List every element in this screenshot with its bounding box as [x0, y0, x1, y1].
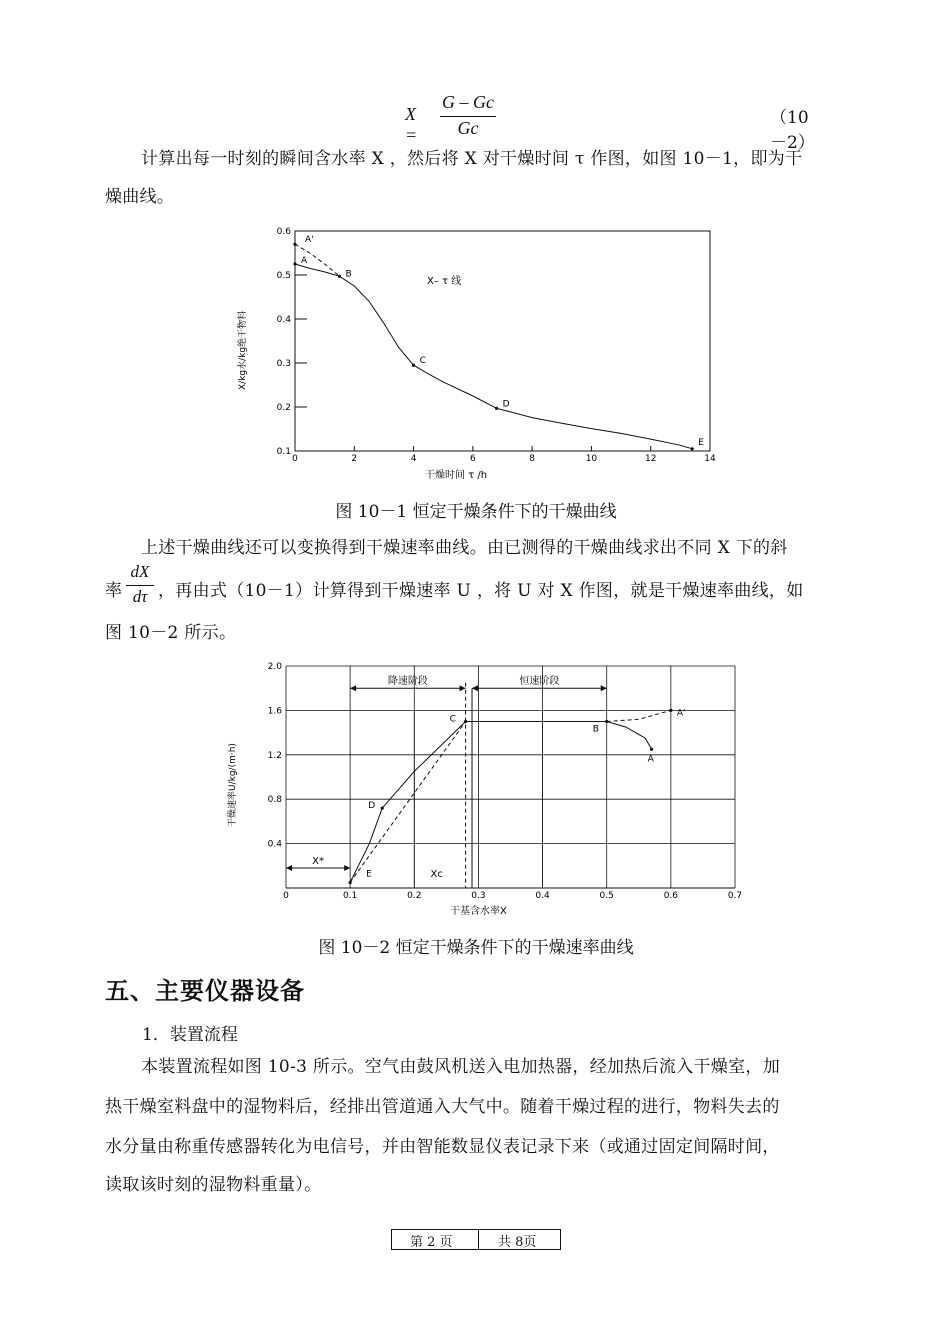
figure-1-point: [691, 447, 694, 450]
figure-1-point-label: A': [305, 235, 314, 246]
figure-2-series-initial-solid: [607, 722, 652, 750]
figure-2-x-tick-label: 0.6: [663, 891, 679, 901]
figure-2-point: [650, 748, 653, 751]
figure-1-y-tick-label: 0.1: [276, 447, 291, 457]
footer-divider: [478, 1230, 479, 1249]
figure-2-x-tick-label: 0.2: [407, 891, 422, 901]
figure-1-x-tick-label: 12: [644, 454, 657, 464]
figure-2-x-tick-label: 0.5: [599, 891, 614, 901]
figure-1-point: [293, 262, 296, 265]
figure-1-y-tick-label: 0.3: [276, 359, 291, 369]
figure-1-x-label: 干燥时间 τ /h: [425, 470, 488, 481]
figure-1-y-tick-label: 0.5: [276, 271, 291, 281]
equation-number: （10－2）: [770, 108, 815, 153]
figure-1-point-label: A: [301, 256, 308, 266]
figure-1-y-tick-label: 0.2: [276, 403, 291, 413]
figure-1-point-label: C: [419, 356, 426, 367]
figure-1-y-tick-label: 0.4: [276, 315, 291, 325]
figure-2-point-label: A: [647, 754, 654, 765]
figure-1-point-label: B: [345, 269, 352, 280]
figure-1-y-label: X/kg水/kg绝干物料: [238, 310, 248, 390]
figure-2-y-tick-label: 1.6: [267, 706, 282, 717]
figure-2-point: [605, 720, 608, 723]
figure-2-x-tick-label: 0: [283, 891, 289, 901]
figure-drying-rate-curve: [220, 655, 750, 925]
figure-2-constant-stage-label: 恒速阶段: [519, 676, 560, 688]
figure-1-x-tick-label: 10: [585, 454, 598, 464]
figure-1-point-label: E: [698, 437, 704, 448]
figure-2-xstar-head-right: [344, 865, 350, 871]
paragraph-2-line-1: 上述干燥曲线还可以变换得到干燥速率曲线。由已测得的干燥曲线求出不同 X 下的斜: [141, 538, 788, 558]
figure-1-frame: [295, 231, 710, 451]
paragraph-1-line-1: 计算出每一时刻的瞬间含水率 X ，然后将 X 对干燥时间 τ 作图，如图 10－1，即为干: [141, 149, 803, 169]
figure-2-falling-stage-head-left: [350, 685, 356, 691]
figure-1-point-label: D: [502, 399, 510, 410]
figure-1-x-tick-label: 8: [529, 454, 536, 464]
figure-2-point-label: A': [676, 708, 686, 719]
figure-2-constant-stage-head-right: [601, 685, 607, 691]
figure-2-point: [349, 881, 352, 884]
figure-1-curve-label: X– τ 线: [427, 276, 462, 287]
figure-2-series-initial-dashed: [607, 710, 671, 721]
derivative-fraction-bar: [126, 585, 154, 586]
equation-numerator: G – Gc: [442, 92, 494, 112]
figure-2-plot: [226, 662, 742, 917]
figure-1-point: [338, 275, 341, 278]
paragraph-1: [105, 144, 847, 174]
figure-1-x-tick-label: 6: [469, 454, 476, 464]
paragraph-2-line-2: ，再由式（10－1）计算得到干燥速率 U ，将 U 对 X 作图，就是干燥速率曲线，如: [158, 581, 804, 601]
figure-drying-curve: [225, 220, 725, 485]
figure-1-y-tick-label: 0.6: [276, 227, 291, 237]
figure-1-point: [495, 407, 498, 410]
section-body-line-4: 读取该时刻的湿物料重量）。: [105, 1175, 322, 1195]
page-footer: [391, 1229, 561, 1250]
paragraph-2-prefix: 率: [105, 581, 122, 601]
figure-1-plot: [236, 227, 716, 481]
figure-1-x-tick-label: 4: [410, 454, 417, 464]
figure-2-point-label: E: [366, 869, 372, 880]
figure-2-point-label: C: [449, 714, 456, 725]
figure-2-y-tick-label: 0.4: [267, 839, 282, 850]
section-body-line-1: 本装置流程如图 10-3 所示。空气由鼓风机送入电加热器，经加热后流入干燥室，加: [141, 1057, 780, 1077]
paragraph-2-line-3: 图 10－2 所示。: [105, 623, 237, 643]
figure-2-falling-stage-label: 降速阶段: [387, 676, 428, 688]
figure-2-point: [464, 720, 467, 723]
figure-2-y-label: 干燥速率U/kg/(m·h): [228, 743, 238, 827]
figure-2-x-tick-label: 0.3: [471, 891, 486, 901]
figure-1-x-tick-label: 2: [351, 454, 358, 464]
equation-fraction-bar: [440, 116, 496, 117]
figure-1-point: [293, 243, 296, 246]
section-heading: 五、主要仪器设备: [105, 977, 305, 1005]
figure-1-caption: 图 10－1 恒定干燥条件下的干燥曲线: [335, 502, 617, 522]
figure-2-x-tick-label: 0.7: [727, 891, 743, 901]
section-body-line-2: 热干燥室料盘中的湿物料后，经排出管道通入大气中。随着干燥过程的进行，物料失去的: [105, 1097, 780, 1117]
derivative-numerator: dX: [130, 562, 150, 581]
footer-total-pages: 共 8页: [498, 1235, 537, 1250]
figure-1-point: [412, 364, 415, 367]
figure-2-falling-stage-head-right: [460, 685, 466, 691]
figure-2-y-tick-label: 0.8: [267, 795, 282, 806]
paragraph-1-line-2: 燥曲线。: [105, 187, 175, 207]
figure-2-xstar-head-left: [286, 865, 292, 871]
figure-1-series-drying-curve: [295, 264, 692, 449]
equation-denominator: Gc: [457, 118, 479, 138]
figure-2-point-label: D: [368, 801, 376, 812]
subsection-title: 1．装置流程: [142, 1025, 238, 1045]
figure-2-x-tick-label: 0.1: [342, 891, 358, 901]
figure-2-caption: 图 10－2 恒定干燥条件下的干燥速率曲线: [318, 938, 634, 958]
section-body-line-3: 水分量由称重传感器转化为电信号，并由智能数显仪表记录下来（或通过固定间隔时间，: [105, 1137, 780, 1157]
figure-2-xstar-label: X*: [312, 856, 325, 868]
figure-2-x-label: 干基含水率X: [450, 906, 507, 917]
figure-1-x-tick-label: 0: [292, 454, 298, 464]
derivative-denominator: dτ: [132, 587, 148, 606]
figure-2-point-label: B: [592, 724, 599, 735]
figure-1-x-tick-label: 14: [704, 454, 716, 464]
footer-page-number: 第 2 页: [410, 1235, 453, 1250]
equation-lhs: X =: [405, 104, 418, 145]
figure-2-constant-stage-head-left: [472, 685, 478, 691]
figure-2-x-tick-label: 0.4: [535, 891, 550, 901]
figure-2-y-tick-label: 2.0: [267, 662, 282, 672]
figure-2-point: [669, 709, 672, 712]
figure-2-y-tick-label: 1.2: [267, 750, 282, 761]
figure-2-point: [381, 806, 384, 809]
figure-2-xc-label: Xc: [430, 868, 443, 880]
